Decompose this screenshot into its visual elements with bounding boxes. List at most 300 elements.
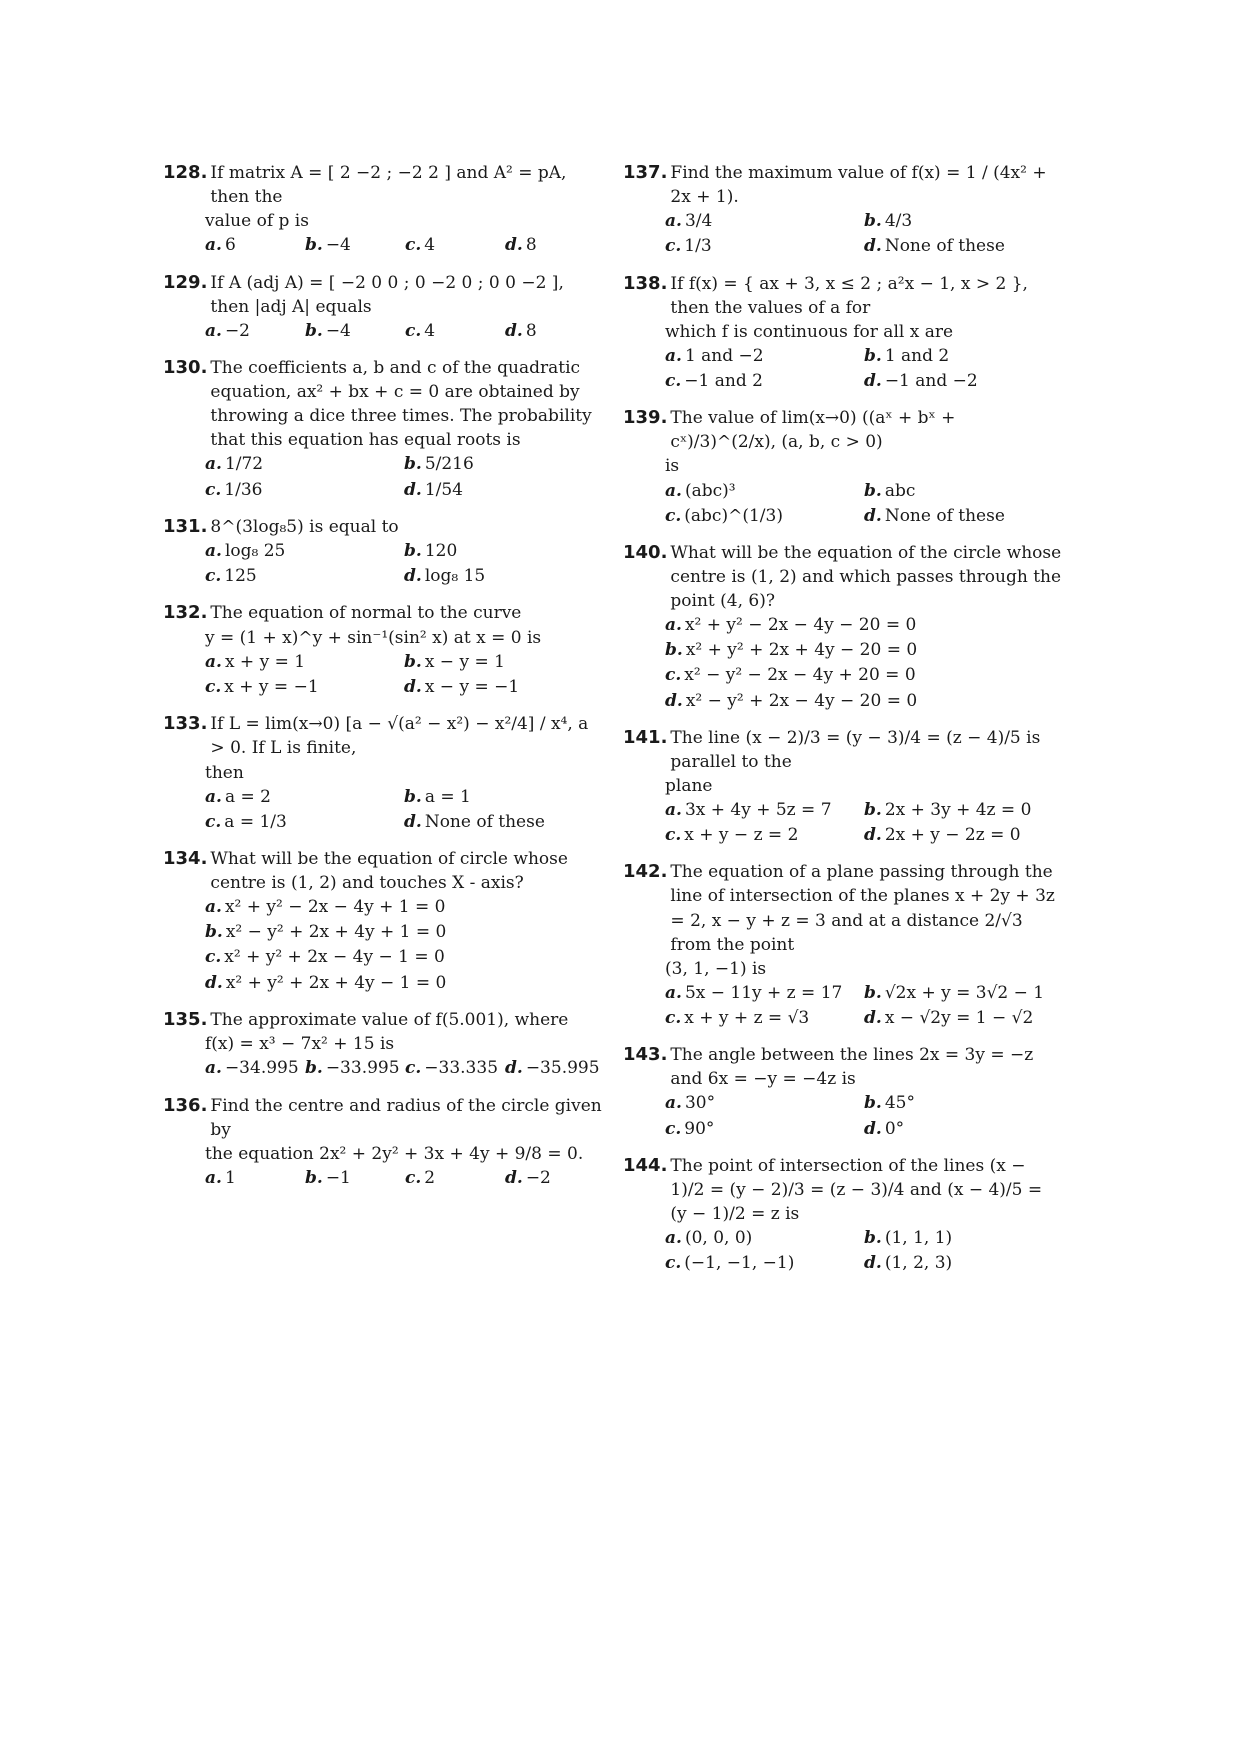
question-text: The equation of normal to the curve [210,603,522,624]
option-text: a = 2 [224,786,271,807]
option-c [205,478,404,502]
option-a [665,1091,864,1115]
question-text: Find the maximum value of f(x) = 1 / (4x² + 2x + 1). [670,163,1047,208]
option-text: 1/36 [224,479,263,500]
option-text: 4 [424,320,436,341]
options-list [623,613,1063,713]
option-text: None of these [884,505,1005,526]
question-136 [163,1093,603,1191]
option-label: d. [404,811,422,832]
question-number: 139. [623,407,668,429]
option-text: 4/3 [884,211,913,232]
option-text: x − y = −1 [424,677,520,698]
option-label: c. [205,811,222,832]
option-label: b. [864,480,882,501]
question-header [623,725,1063,774]
option-d [404,675,603,699]
option-label: b. [404,541,422,562]
question-header [623,1153,1063,1226]
options-list [623,479,1063,528]
option-d [864,1006,1063,1030]
option-text: abc [884,480,916,501]
option-text: 120 [424,541,458,562]
option-label: b. [864,1228,882,1248]
question-number: 132. [163,602,208,624]
question-header [623,405,1063,454]
option-text: x² + y² − 2x − 4y + 1 = 0 [224,897,446,918]
option-text: x − √2y = 1 − √2 [884,1008,1034,1028]
question-header [623,859,1063,957]
option-a [665,1226,864,1250]
option-label: c. [205,479,222,500]
question-text: What will be the equation of circle whose centre is (1, 2) and touches X - axis? [210,848,568,894]
option-text: 0° [884,1118,905,1139]
option-text: −4 [325,320,351,341]
option-c [405,233,505,257]
options-list [623,1226,1063,1275]
option-c [205,564,404,588]
option-text: 125 [224,566,257,587]
option-d [505,233,605,257]
option-text: −4 [325,235,351,256]
option-d [404,478,603,502]
question-number: 135. [163,1008,208,1030]
option-text: None of these [424,811,545,832]
option-text: 1/3 [684,236,712,257]
question-number: 144. [623,1154,668,1176]
option-label: a. [665,800,682,820]
question-129 [163,270,603,343]
question-text: If L = lim(x→0) [a − √(a² − x²) − x²/4] / x⁴, a > 0. If L is finite, [210,714,589,759]
option-a [205,895,603,919]
question-text-continued: then [205,762,244,783]
option-label: c. [405,235,422,256]
option-b [305,319,405,343]
question-text-continued: which f is continuous for all x are [665,321,954,342]
question-header [163,270,603,319]
question-number: 128. [163,162,208,183]
question-text: Find the centre and radius of the circle given by [210,1095,602,1140]
question-header [623,160,1063,209]
option-c [405,1166,505,1190]
option-text: 6 [224,235,236,256]
option-label: b. [864,982,882,1003]
option-label: d. [665,690,683,711]
question-number: 138. [623,272,668,294]
option-label: d. [505,1167,523,1188]
question-135 [163,1007,603,1081]
option-label: a. [205,1058,222,1079]
question-text-continued: f(x) = x³ − 7x² + 15 is [205,1034,395,1055]
option-label: b. [864,211,882,232]
option-a [205,1056,305,1080]
option-label: d. [404,479,422,500]
question-text: 8^(3log₈5) is equal to [210,516,399,537]
question-134 [163,846,603,995]
question-header [163,711,603,760]
option-label: d. [505,1058,523,1079]
option-label: c. [205,677,222,698]
question-text-continued: the equation 2x² + 2y² + 3x + 4y + 9/8 = 0. [205,1143,584,1164]
option-b [665,638,1063,662]
question-text: If f(x) = { ax + 3, x ≤ 2 ; a²x − 1, x > 2 }, then the values of a for [670,273,1028,318]
option-text: −35.995 [525,1058,600,1079]
option-text: 1/72 [224,454,264,475]
option-label: a. [665,480,682,501]
options-list [163,895,603,995]
question-header [623,271,1063,320]
option-d [864,234,1063,258]
option-text: x² + y² + 2x + 4y − 20 = 0 [685,640,918,661]
option-b [205,920,603,944]
option-label: d. [404,566,422,587]
question-number: 141. [623,726,668,748]
option-d [505,1166,605,1190]
option-text: 1 [224,1167,236,1188]
question-text: The point of intersection of the lines (x − 1)/2 = (y − 2)/3 = (z − 3)/4 and (x − 4)/5 = (y − 1)/2 = z is [670,1155,1043,1224]
option-label: b. [404,454,422,475]
option-label: c. [665,236,682,257]
option-label: a. [665,615,682,636]
question-131 [163,514,603,589]
question-header [163,514,603,540]
option-label: a. [205,320,222,341]
options-list [163,452,603,501]
question-number: 137. [623,162,668,183]
question-number: 140. [623,541,668,563]
options-list [623,798,1063,847]
option-text: log₈ 25 [224,541,286,562]
option-label: d. [505,235,523,256]
option-label: a. [665,211,682,232]
option-text: (0, 0, 0) [684,1228,753,1248]
option-text: 2x + y − 2z = 0 [884,825,1021,846]
options-list [623,1091,1063,1140]
option-label: c. [405,320,422,341]
options-list [163,539,603,588]
option-text: 4 [424,235,436,256]
option-b [864,209,1063,233]
options-list [623,981,1063,1030]
option-d [864,504,1063,528]
option-label: a. [205,652,222,673]
option-label: b. [305,320,323,341]
option-b [305,233,405,257]
option-text: x² − y² + 2x − 4y − 20 = 0 [685,690,918,711]
option-c [205,810,404,834]
option-text: −34.995 [224,1058,299,1079]
option-c [665,1251,864,1275]
option-label: c. [405,1058,422,1079]
option-c [405,1056,505,1080]
option-label: d. [864,236,882,257]
option-a [205,233,305,257]
option-label: d. [205,972,223,993]
option-a [205,650,404,674]
option-text: 90° [684,1118,715,1139]
option-c [665,504,864,528]
option-c [665,1117,864,1141]
option-label: b. [665,640,683,661]
option-text: x² + y² − 2x − 4y − 20 = 0 [684,615,917,636]
option-label: d. [864,371,882,391]
option-text: 1/54 [424,479,463,500]
option-b [864,981,1063,1005]
option-text: x² − y² + 2x + 4y + 1 = 0 [225,922,447,943]
option-text: (1, 2, 3) [884,1253,953,1274]
option-text: None of these [884,236,1005,257]
option-c [405,319,505,343]
question-text: The value of lim(x→0) ((aˣ + bˣ + cˣ)/3)^(2/x), (a, b, c > 0) [670,408,956,453]
question-text: The line (x − 2)/3 = (y − 3)/4 = (z − 4)/5 is parallel to the [670,727,1041,772]
option-a [665,798,864,822]
option-a [205,319,305,343]
question-143 [623,1042,1063,1141]
option-label: c. [665,1008,682,1028]
option-a [665,479,864,503]
option-c [205,945,603,969]
option-text: −1 [325,1167,351,1188]
option-text: 5x − 11y + z = 17 [684,982,843,1003]
option-text: 1 and −2 [684,345,764,366]
option-text: 5/216 [424,454,474,475]
option-label: b. [864,800,882,820]
option-label: a. [205,541,222,562]
option-b [864,479,1063,503]
option-text: 45° [884,1093,915,1114]
question-number: 130. [163,356,208,378]
question-header [163,846,603,895]
option-c [665,663,1063,687]
option-d [404,810,603,834]
option-label: a. [205,1167,222,1188]
option-text: x + y − z = 2 [684,825,799,846]
question-text: If matrix A = [ 2 −2 ; −2 2 ] and A² = pA, then the [210,163,567,208]
option-a [205,539,404,563]
option-label: c. [205,947,222,968]
option-label: c. [665,825,682,846]
option-label: a. [665,1093,682,1114]
question-number: 142. [623,861,668,883]
option-b [305,1166,405,1190]
option-c [665,823,864,847]
option-text: log₈ 15 [424,566,486,587]
option-text: 3x + 4y + 5z = 7 [684,800,832,820]
option-d [665,689,1063,713]
question-header [163,600,603,626]
option-a [205,785,404,809]
option-label: a. [665,1228,682,1248]
option-label: a. [205,786,222,807]
option-text: x + y = 1 [224,652,306,673]
option-label: d. [864,1118,882,1139]
option-label: b. [305,1058,323,1079]
options-list [163,785,603,834]
option-text: −1 and 2 [684,371,763,391]
option-a [205,452,404,476]
option-label: a. [205,897,222,918]
option-text: x + y = −1 [224,677,319,698]
option-d [505,1056,605,1080]
option-text: −2 [224,320,250,341]
question-140 [623,540,1063,713]
question-text-continued: value of p is [205,211,309,232]
option-label: b. [205,922,223,943]
option-label: d. [864,1253,882,1274]
option-a [665,209,864,233]
option-d [864,1251,1063,1275]
question-text: The angle between the lines 2x = 3y = −z and 6x = −y = −4z is [670,1045,1034,1090]
option-label: a. [205,235,222,256]
option-c [205,675,404,699]
option-text: 1 and 2 [884,345,950,366]
option-text: −33.995 [325,1058,400,1079]
options-list [623,344,1063,393]
question-number: 136. [163,1094,208,1116]
option-a [665,344,864,368]
question-137 [623,160,1063,259]
question-128 [163,160,603,258]
option-text: (1, 1, 1) [884,1228,953,1248]
options-list [163,233,603,257]
question-141 [623,725,1063,848]
option-b [864,798,1063,822]
question-text: The approximate value of f(5.001), where [210,1009,569,1030]
option-label: b. [404,786,422,807]
option-c [665,1006,864,1030]
question-number: 143. [623,1044,668,1066]
option-text: −2 [525,1167,551,1188]
option-b [404,539,603,563]
option-d [864,823,1063,847]
option-label: c. [665,665,682,686]
option-c [665,369,864,393]
options-list [163,319,603,343]
option-text: 8 [525,235,537,256]
option-label: d. [864,825,882,846]
option-text: x² + y² + 2x + 4y − 1 = 0 [225,972,447,993]
option-d [505,319,605,343]
question-text: The coefficients a, b and c of the quadratic equation, ax² + bx + c = 0 are obtained by throwing a dice three times. The probability that this equation has equal roots is [210,357,592,451]
right-column [623,160,1063,1287]
option-label: c. [665,1118,682,1139]
question-text: What will be the equation of the circle whose centre is (1, 2) and which passes through the point (4, 6)? [670,542,1062,611]
option-text: −33.335 [424,1058,499,1079]
option-text: −1 and −2 [884,371,978,391]
left-column [163,160,603,1202]
question-text: The equation of a plane passing through the line of intersection of the planes x + 2y + 3z = 2, x − y + z = 3 and at a distance 2/√3 from the point [670,862,1055,955]
question-144 [623,1153,1063,1276]
option-label: c. [665,371,682,391]
option-label: d. [505,320,523,341]
option-a [205,1166,305,1190]
option-label: d. [864,1008,882,1028]
option-b [404,785,603,809]
question-number: 134. [163,847,208,869]
question-header [163,1007,603,1033]
question-text-continued: plane [665,775,713,796]
option-text: (abc)³ [684,480,736,501]
option-text: 2x + 3y + 4z = 0 [884,800,1032,820]
question-header [623,540,1063,613]
options-list [623,209,1063,258]
question-133 [163,711,603,834]
option-text: 2 [424,1167,436,1188]
option-label: a. [665,345,682,366]
options-list [163,1166,603,1190]
option-b [404,452,603,476]
option-text: 3/4 [684,211,713,232]
option-label: d. [404,677,422,698]
option-text: √2x + y = 3√2 − 1 [884,982,1045,1003]
option-text: a = 1/3 [224,811,287,832]
options-list [163,1056,603,1080]
option-label: b. [305,1167,323,1188]
option-b [864,344,1063,368]
option-text: x² + y² + 2x − 4y − 1 = 0 [224,947,445,968]
option-text: x² − y² − 2x − 4y + 20 = 0 [684,665,916,686]
option-text: x − y = 1 [424,652,505,673]
option-text: a = 1 [424,786,471,807]
options-list [163,650,603,699]
option-b [404,650,603,674]
option-text: 30° [684,1093,716,1114]
question-130 [163,355,603,502]
question-header [163,160,603,209]
option-label: c. [405,1167,422,1188]
question-number: 133. [163,713,208,735]
option-text: x + y + z = √3 [684,1008,810,1028]
question-header [163,1093,603,1142]
option-b [864,1226,1063,1250]
option-text: (abc)^(1/3) [684,505,783,526]
option-d [205,971,603,995]
question-number: 131. [163,515,208,537]
question-header [163,355,603,453]
option-text: (−1, −1, −1) [684,1253,795,1274]
option-label: b. [864,1093,882,1114]
question-132 [163,600,603,699]
option-c [665,234,864,258]
option-label: b. [864,345,882,366]
question-text-continued: is [665,456,680,477]
question-text: If A (adj A) = [ −2 0 0 ; 0 −2 0 ; 0 0 −2 ], then |adj A| equals [210,272,564,317]
option-label: a. [665,982,682,1003]
question-header [623,1042,1063,1091]
option-text: 8 [525,320,537,341]
option-label: c. [665,1253,682,1274]
option-b [864,1091,1063,1115]
option-d [404,564,603,588]
option-label: d. [864,505,882,526]
option-label: b. [404,652,422,673]
question-text-continued: y = (1 + x)^y + sin⁻¹(sin² x) at x = 0 is [205,627,542,648]
option-label: c. [205,566,222,587]
option-d [864,1117,1063,1141]
option-label: a. [205,454,222,475]
question-text-continued: (3, 1, −1) is [665,958,767,979]
question-139 [623,405,1063,528]
question-number: 129. [163,271,208,293]
question-138 [623,271,1063,394]
question-142 [623,859,1063,1030]
option-a [665,613,1063,637]
option-a [665,981,864,1005]
option-d [864,369,1063,393]
option-label: b. [305,235,323,256]
option-label: c. [665,505,682,526]
option-b [305,1056,405,1080]
